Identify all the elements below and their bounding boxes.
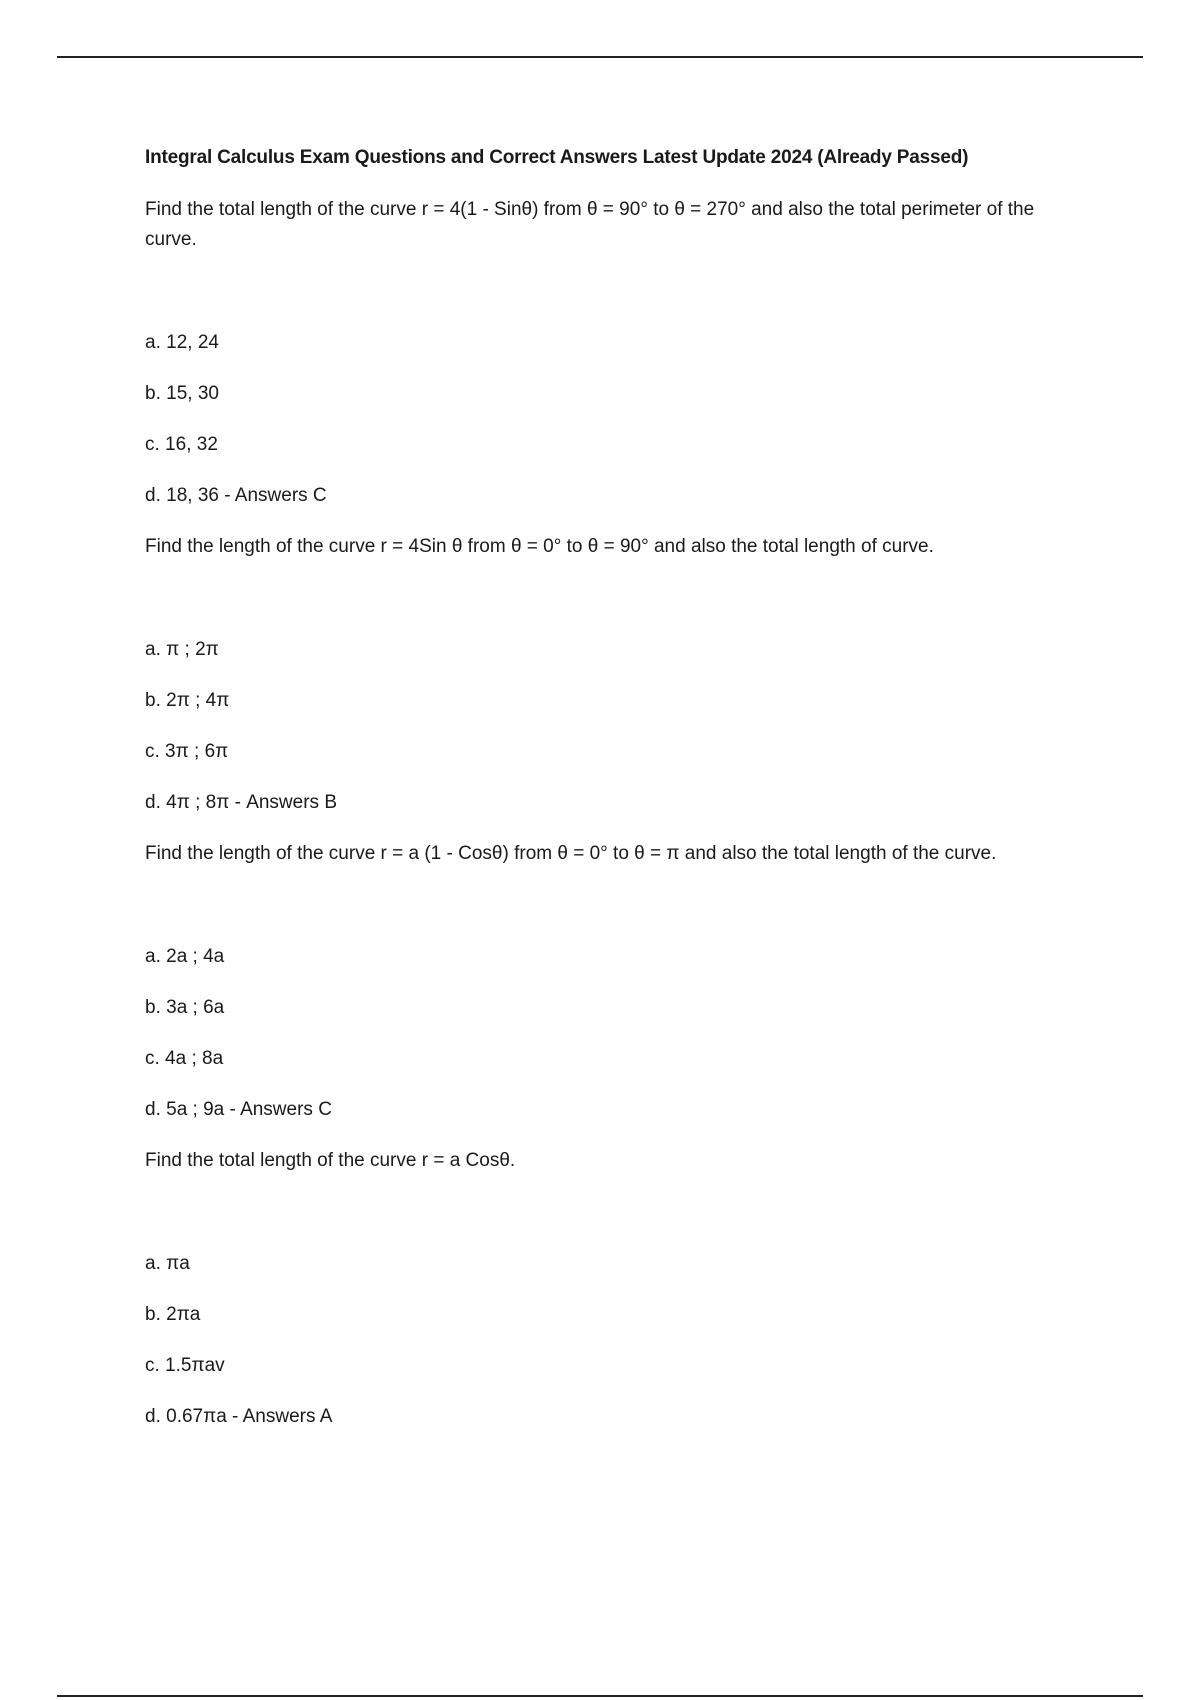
question-block-4 (145, 1146, 1075, 1432)
question-text: Find the length of the curve r = a (1 - Cosθ) from θ = 0° to θ = π and also the total length of the curve. (145, 843, 997, 864)
option-a: a. π ; 2π (145, 639, 219, 660)
option-d: d. 0.67πa - Answers A (145, 1406, 333, 1427)
answer-options (145, 328, 1075, 511)
option-d: d. 4π ; 8π - Answers B (145, 792, 338, 813)
question-block-3 (145, 839, 1075, 1125)
bottom-rule (57, 1695, 1143, 1697)
option-d: d. 5a ; 9a - Answers C (145, 1099, 332, 1120)
option-c: c. 4a ; 8a (145, 1048, 224, 1069)
question-block-2 (145, 532, 1075, 818)
answer-options (145, 942, 1075, 1125)
option-b: b. 2πa (145, 1304, 201, 1325)
top-rule (57, 56, 1143, 58)
option-a: a. 2a ; 4a (145, 946, 225, 967)
question-text: Find the total length of the curve r = a Cosθ. (145, 1150, 516, 1171)
question-text: Find the length of the curve r = 4Sin θ from θ = 0° to θ = 90° and also the total length of curve. (145, 536, 934, 557)
document-title: Integral Calculus Exam Questions and Correct Answers Latest Update 2024 (Already Passed) (145, 147, 969, 168)
option-c: c. 1.5πav (145, 1355, 225, 1376)
option-b: b. 2π ; 4π (145, 690, 230, 711)
option-d: d. 18, 36 - Answers C (145, 485, 327, 506)
option-a: a. 12, 24 (145, 332, 219, 353)
question-text: Find the total length of the curve r = 4(1 - Sinθ) from θ = 90° to θ = 270° and also the total perimeter of the curve. (145, 199, 1035, 250)
document-body (145, 143, 1075, 1432)
question-block-1 (145, 195, 1075, 511)
answer-options (145, 635, 1075, 818)
option-b: b. 3a ; 6a (145, 997, 225, 1018)
option-a: a. πa (145, 1253, 190, 1274)
option-c: c. 3π ; 6π (145, 741, 229, 762)
answer-options (145, 1249, 1075, 1432)
option-c: c. 16, 32 (145, 434, 218, 455)
option-b: b. 15, 30 (145, 383, 219, 404)
